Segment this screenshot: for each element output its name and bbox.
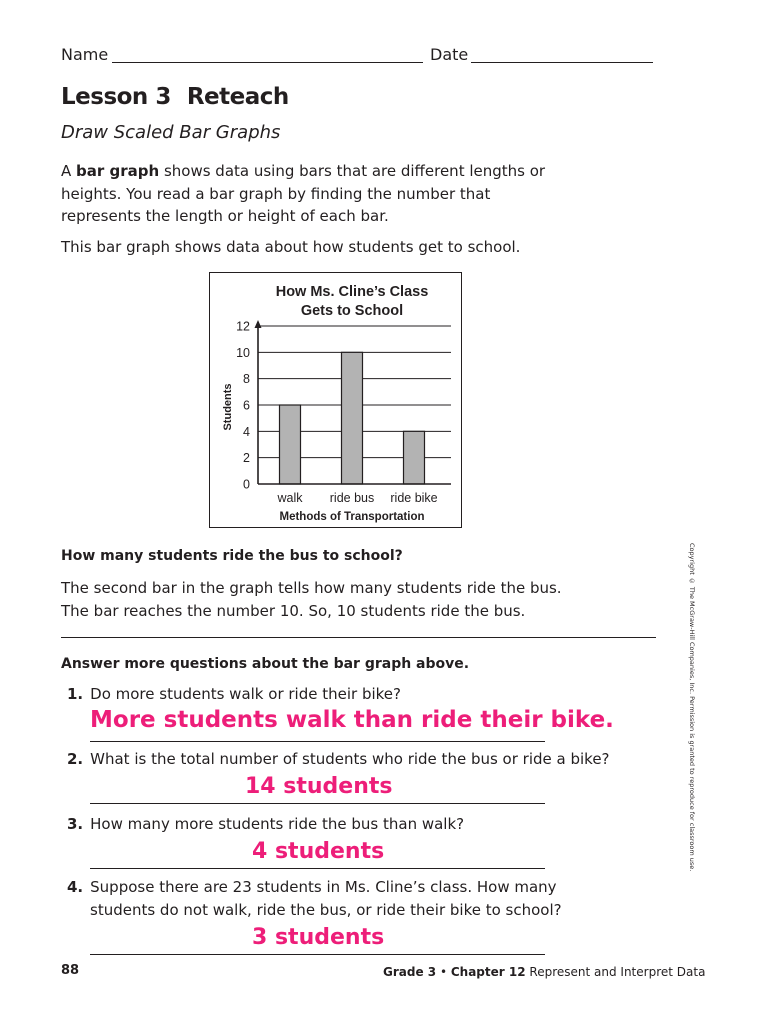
bar-chart <box>209 272 462 528</box>
intro-line-1 <box>61 160 621 183</box>
answer-4-line <box>90 954 545 955</box>
chart-x-ticks <box>276 491 437 505</box>
y-tick-label: 10 <box>236 345 250 360</box>
chart-y-axis-label: Students <box>222 383 234 431</box>
practice-heading: Answer more questions about the bar graph above. <box>61 656 470 672</box>
y-tick-label: 8 <box>243 372 250 387</box>
example-answer-line-1: The second bar in the graph tells how many students ride the bus. <box>61 579 562 597</box>
answer-2-line <box>90 803 545 804</box>
footer-topic: Represent and Interpret Data <box>529 965 706 979</box>
bar-graph-term: bar graph <box>76 162 160 180</box>
y-axis-arrow-icon <box>255 320 262 328</box>
copyright-notice: Copyright © The McGraw-Hill Companies, Inc. Permission is granted to reproduce for classroom use. <box>688 543 696 872</box>
footer-info <box>383 965 705 979</box>
name-line[interactable] <box>112 62 423 63</box>
question-4-text-1: Suppose there are 23 students in Ms. Cline’s class. How many <box>90 878 557 896</box>
name-label: Name <box>61 45 109 64</box>
question-4-line-1 <box>67 876 562 899</box>
answer-4[interactable]: 3 students <box>252 925 385 950</box>
x-tick-label: ride bike <box>390 491 438 505</box>
question-1-text: Do more students walk or ride their bike? <box>90 685 401 703</box>
x-tick-label: walk <box>277 491 303 505</box>
answer-1-line <box>90 741 545 742</box>
footer-chapter: Chapter 12 <box>450 965 526 979</box>
answer-3[interactable]: 4 students <box>252 839 385 864</box>
page-number: 88 <box>61 963 80 978</box>
intro-line-2: heights. You read a bar graph by finding the number that <box>61 184 491 203</box>
question-3-number: 3. <box>67 815 84 833</box>
answer-2[interactable]: 14 students <box>245 774 393 799</box>
y-tick-label: 4 <box>243 424 250 439</box>
lesson-number: Lesson 3 <box>61 84 171 110</box>
answer-1[interactable]: More students walk than ride their bike. <box>90 707 614 733</box>
question-4 <box>67 876 562 921</box>
bar-walk <box>280 405 301 484</box>
question-1-number: 1. <box>67 685 84 703</box>
question-3-text: How many more students ride the bus than walk? <box>90 815 465 833</box>
lesson-title <box>61 84 289 110</box>
y-tick-label: 6 <box>243 398 250 413</box>
date-label: Date <box>430 45 469 64</box>
section-divider <box>61 637 656 638</box>
question-2-text: What is the total number of students who ride the bus or ride a bike? <box>90 750 610 768</box>
question-1 <box>67 683 401 706</box>
chart-title-line-2: Gets to School <box>300 303 404 319</box>
footer-separator: • <box>439 965 448 979</box>
example-question: How many students ride the bus to school? <box>61 548 403 564</box>
intro-paragraph <box>61 160 621 228</box>
question-3 <box>67 813 464 836</box>
chart-x-axis-label: Methods of Transportation <box>279 511 425 523</box>
question-2 <box>67 748 610 771</box>
chart-bars <box>280 352 425 484</box>
question-2-number: 2. <box>67 750 84 768</box>
intro-line-1-rest: shows data using bars that are different lengths or <box>159 162 546 180</box>
footer-grade: Grade 3 <box>383 965 437 979</box>
y-tick-label: 2 <box>243 451 250 466</box>
y-tick-label: 12 <box>236 319 250 334</box>
bar-ride-bus <box>342 352 363 484</box>
x-tick-label: ride bus <box>329 491 375 505</box>
intro-prefix: A <box>61 162 77 180</box>
intro-paragraph-2: This bar graph shows data about how students get to school. <box>61 238 521 256</box>
intro-line-3: represents the length or height of each bar. <box>61 207 389 225</box>
chart-y-ticks <box>236 320 250 492</box>
bar-ride-bike <box>404 431 425 484</box>
answer-3-line <box>90 868 545 869</box>
date-line[interactable] <box>471 62 653 63</box>
example-answer <box>61 577 562 622</box>
question-4-number: 4. <box>67 878 84 896</box>
question-4-text-2: students do not walk, ride the bus, or ride their bike to school? <box>90 900 562 919</box>
lesson-type: Reteach <box>186 84 289 110</box>
example-answer-line-2: The bar reaches the number 10. So, 10 students ride the bus. <box>61 601 526 620</box>
lesson-subtitle: Draw Scaled Bar Graphs <box>61 122 281 143</box>
chart-title-line-1: How Ms. Cline’s Class <box>275 284 429 300</box>
y-tick-label: 0 <box>243 477 250 492</box>
